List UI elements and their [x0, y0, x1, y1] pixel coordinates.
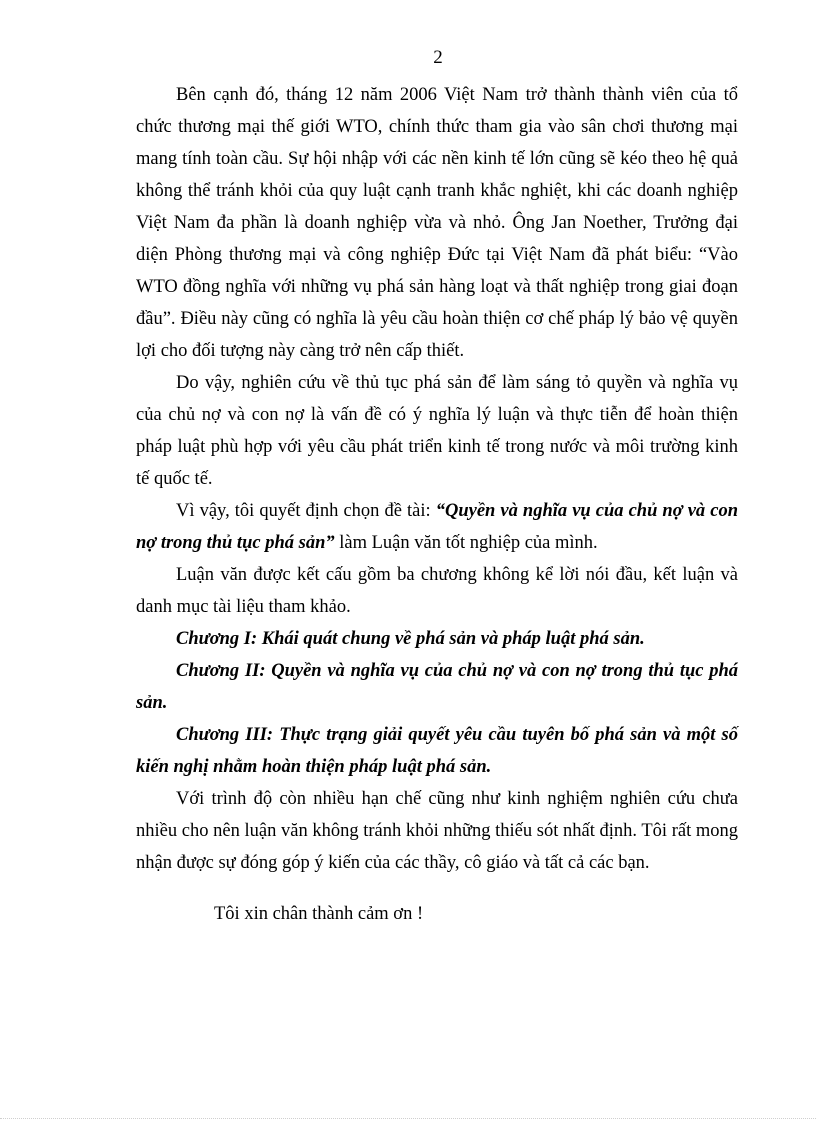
chapter-1-heading: Chương I: Khái quát chung về phá sản và pháp luật phá sản. — [176, 629, 645, 649]
paragraph-research-purpose: Do vậy, nghiên cứu về thủ tục phá sản để làm sáng tỏ quyền và nghĩa vụ của chủ nợ và con nợ là vấn đề có ý nghĩa lý luận và thực tiễn để hoàn thiện pháp luật phù hợp với yêu cầu phát triển kinh tế trong nước và môi trường kinh tế quốc tế. — [136, 373, 738, 489]
topic-lead-text: Vì vậy, tôi quyết định chọn đề tài: — [176, 501, 436, 521]
paragraph-acknowledgement: Với trình độ còn nhiều hạn chế cũng như kinh nghiệm nghiên cứu chưa nhiều cho nên luận văn không tránh khỏi những thiếu sót nhất định. Tôi rất mong nhận được sự đóng góp ý kiến của các thầy, cô giáo và tất cả các bạn. — [136, 789, 738, 873]
page-number: 2 — [433, 47, 443, 68]
page-bottom-dotted-line — [0, 1118, 816, 1119]
document-body — [136, 79, 738, 879]
thesis-title: “Quyền và nghĩa vụ của chủ nợ và con nợ trong thủ tục phá sản” — [136, 501, 738, 553]
closing-thanks: Tôi xin chân thành cảm ơn ! — [214, 904, 424, 924]
chapter-2-heading: Chương II: Quyền và nghĩa vụ của chủ nợ và con nợ trong thủ tục phá sản. — [136, 661, 738, 713]
paragraph-thesis-topic — [136, 495, 738, 559]
paragraph-wto-context: Bên cạnh đó, tháng 12 năm 2006 Việt Nam trở thành thành viên của tổ chức thương mại thế giới WTO, chính thức tham gia vào sân chơi thương mại mang tính toàn cầu. Sự hội nhập với các nền kinh tế lớn cũng sẽ kéo theo hệ quả không thể tránh khỏi của quy luật cạnh tranh khắc nghiệt, khi các doanh nghiệp Việt Nam đa phần là doanh nghiệp vừa và nhỏ. Ông Jan Noether, Trưởng đại diện Phòng thương mại và công nghiệp Đức tại Việt Nam đã phát biểu: “Vào WTO đồng nghĩa với những vụ phá sản hàng loạt và thất nghiệp trong giai đoạn đầu”. Điều này cũng có nghĩa là yêu cầu hoàn thiện cơ chế pháp lý bảo vệ quyền lợi cho đối tượng này càng trở nên cấp thiết. — [136, 85, 738, 361]
topic-tail-text: làm Luận văn tốt nghiệp của mình. — [334, 533, 598, 553]
chapter-3-heading: Chương III: Thực trạng giải quyết yêu cầu tuyên bố phá sản và một số kiến nghị nhằm hoàn thiện pháp luật phá sản. — [136, 725, 738, 777]
paragraph-structure: Luận văn được kết cấu gồm ba chương không kể lời nói đầu, kết luận và danh mục tài liệu tham khảo. — [136, 565, 738, 617]
